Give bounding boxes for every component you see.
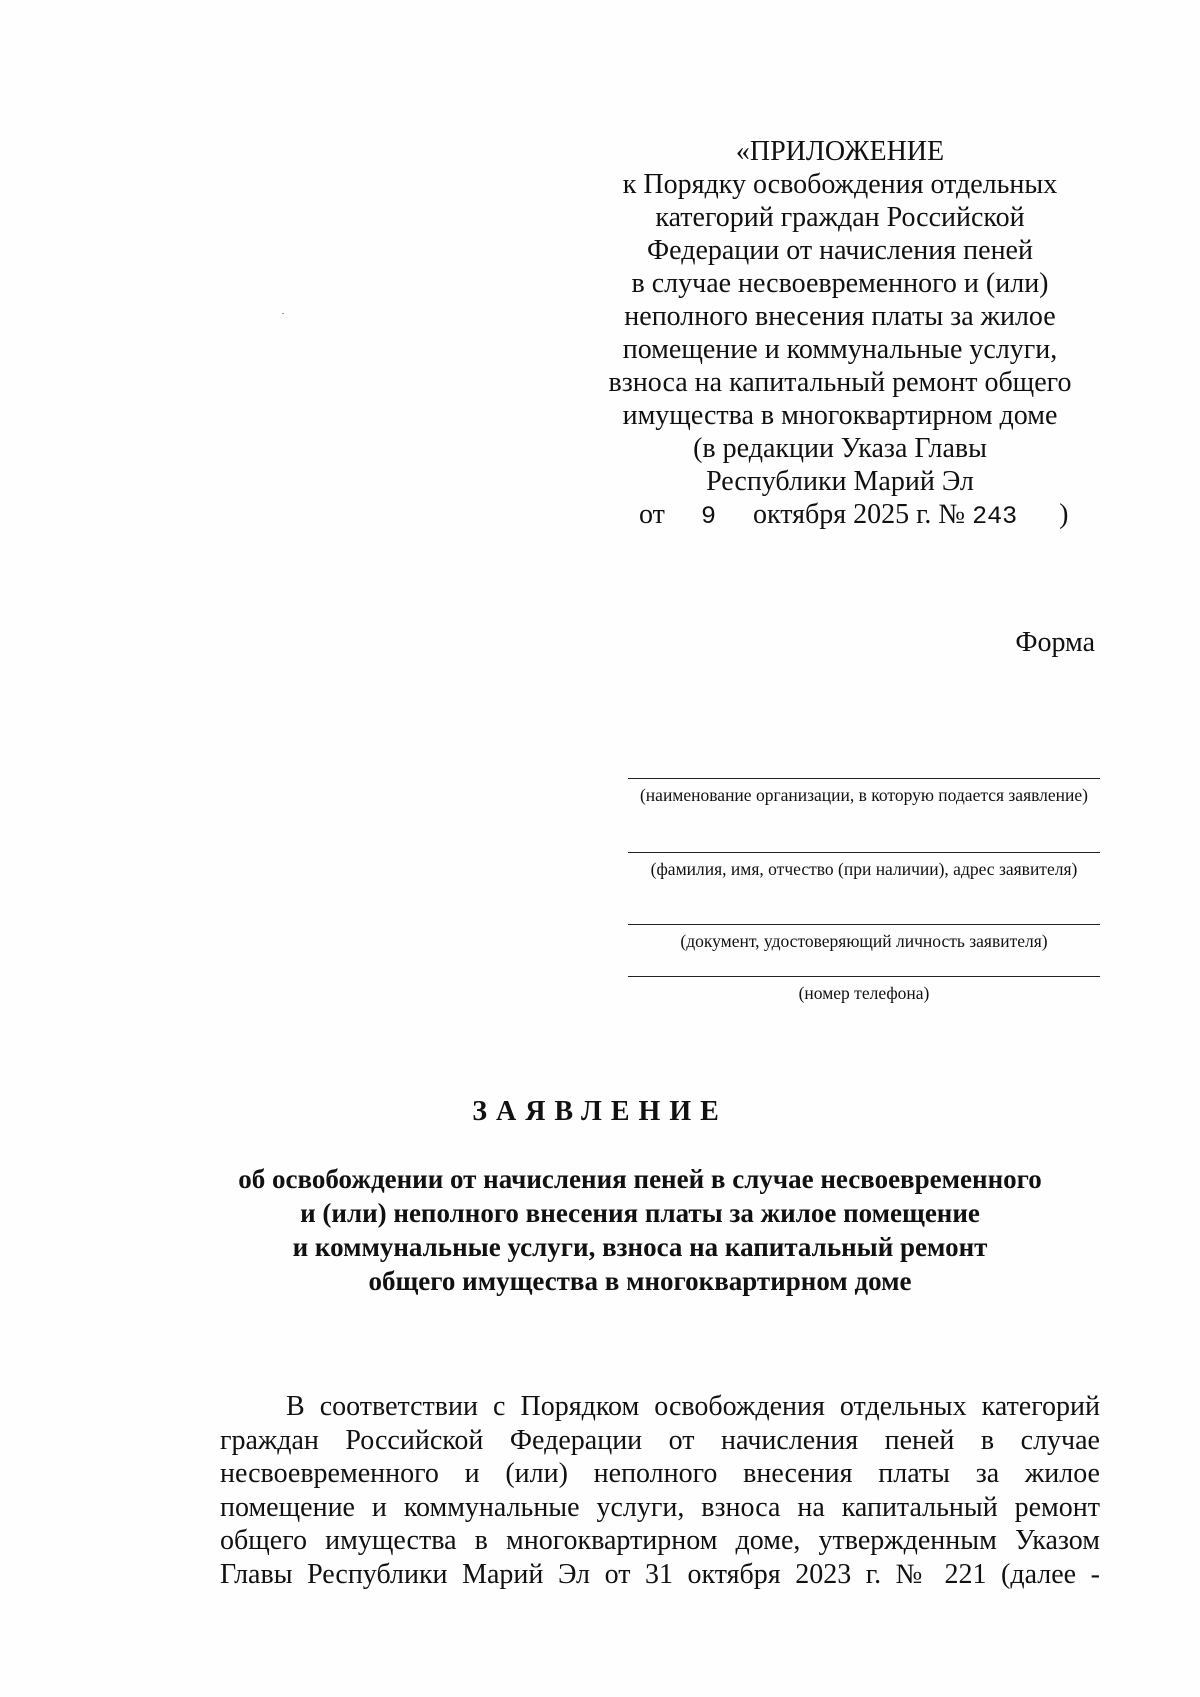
scan-speck: [282, 313, 284, 314]
date-month-year: октября 2025 г. №: [753, 499, 966, 530]
body-line: помещение и коммунальные услуги, взноса на капитальный ремонт: [220, 1491, 1100, 1523]
fill-in-line: [628, 852, 1100, 853]
applicant-name-address-field[interactable]: [628, 852, 1100, 881]
appendix-line: помещение и коммунальные услуги,: [622, 334, 1058, 365]
date-prefix: от: [639, 499, 665, 530]
body-paragraph: [220, 1390, 1100, 1591]
appendix-line: «ПРИЛОЖЕНИЕ: [735, 136, 945, 167]
field-caption: (номер телефона): [798, 983, 930, 1003]
body-line: общего имущества в многоквартирном доме, утвержденным Указом: [220, 1525, 1100, 1556]
appendix-line: неполного внесения платы за жилое: [624, 301, 1056, 332]
appendix-line: имущества в многоквартирном доме: [622, 400, 1058, 431]
date-day: 9: [701, 502, 717, 531]
appendix-line: взноса на капитальный ремонт общего: [608, 367, 1072, 398]
fill-in-line: [628, 924, 1100, 925]
organization-name-field[interactable]: [628, 778, 1100, 807]
appendix-line: к Порядку освобождения отдельных: [622, 169, 1058, 200]
appendix-header: [595, 135, 1085, 533]
subtitle-line: об освобождении от начисления пеней в случае несвоевременного: [238, 1164, 1042, 1194]
document-subtitle: [160, 1162, 1120, 1298]
decree-number: 243: [972, 502, 1018, 531]
fill-in-line: [628, 778, 1100, 779]
subtitle-line: и (или) неполного внесения платы за жилое помещение: [300, 1198, 980, 1228]
field-caption: (фамилия, имя, отчество (при наличии), адрес заявителя): [650, 859, 1078, 879]
appendix-line: категорий граждан Российской: [655, 202, 1025, 233]
subtitle-line: и коммунальные услуги, взноса на капитальный ремонт: [292, 1232, 988, 1262]
date-close-paren: ): [1059, 499, 1069, 530]
body-line: несвоевременного и (или) неполного внесения платы за жилое: [220, 1458, 1100, 1489]
body-line: граждан Российской Федерации от начисления пеней в случае: [220, 1424, 1100, 1456]
appendix-line: (в редакции Указа Главы: [693, 433, 987, 464]
subtitle-line: общего имущества в многоквартирном доме: [368, 1266, 912, 1296]
identity-document-field[interactable]: [628, 924, 1100, 953]
appendix-line: в случае несвоевременного и (или): [631, 268, 1049, 299]
form-label: Форма: [1015, 627, 1095, 658]
appendix-line: Республики Марий Эл: [706, 466, 974, 497]
body-line: Главы Республики Марий Эл от 31 октября 2023 г. № 221 (далее -: [220, 1558, 1100, 1590]
field-caption: (наименование организации, в которую подается заявление): [639, 785, 1088, 805]
phone-number-field[interactable]: [628, 976, 1100, 1005]
document-title: ЗАЯВЛЕНИЕ: [472, 1096, 728, 1127]
fill-in-line: [628, 976, 1100, 977]
field-caption: (документ, удостоверяющий личность заявителя): [680, 931, 1048, 951]
appendix-date-line: [595, 498, 1085, 533]
appendix-line: Федерации от начисления пеней: [647, 235, 1033, 266]
body-line: В соответствии с Порядком освобождения отдельных категорий: [286, 1391, 1100, 1422]
